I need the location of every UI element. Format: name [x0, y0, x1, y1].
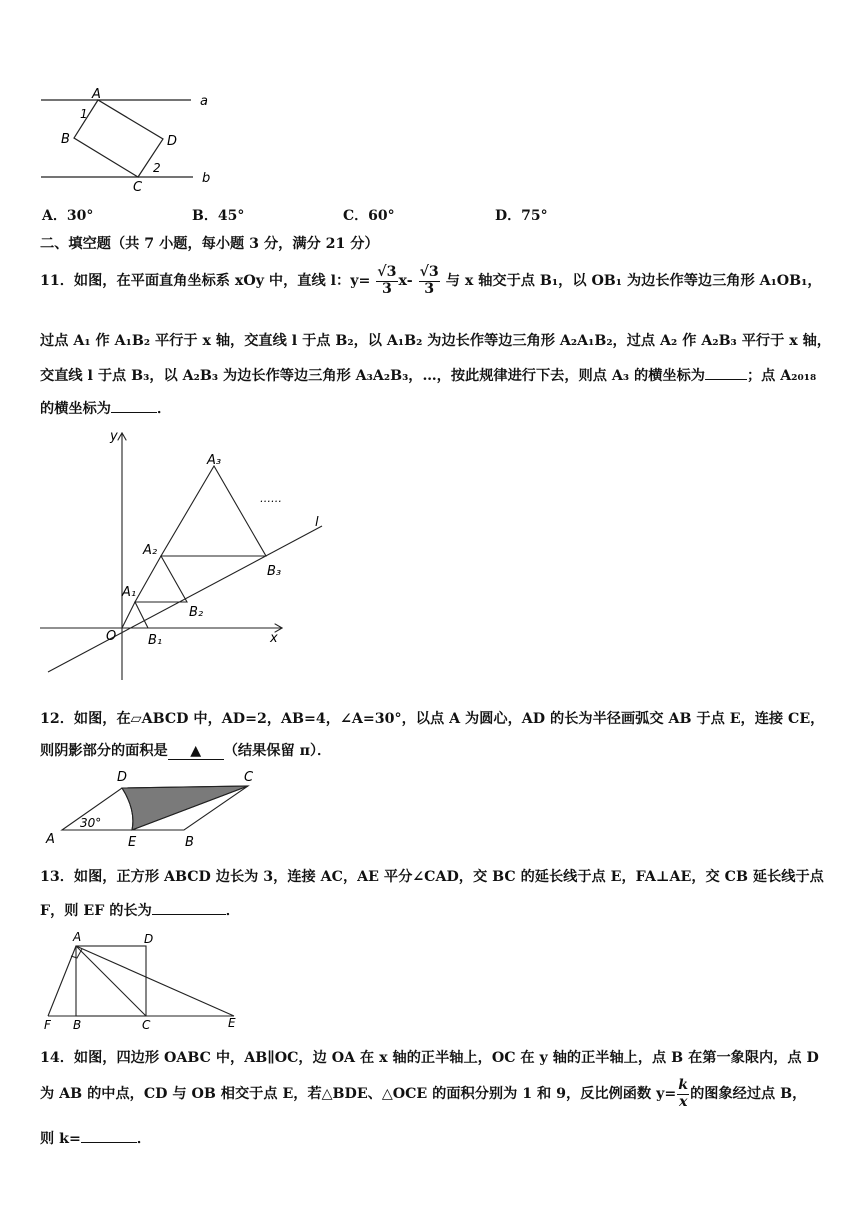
label-D: D — [167, 134, 178, 149]
label-A: A — [46, 832, 55, 847]
q11-x-minus: x- — [398, 273, 413, 290]
label-A3: A₃ — [207, 453, 222, 468]
fraction-denominator: 3 — [381, 280, 392, 297]
q13-line1: 13．如图，正方形 ABCD 边长为 3，连接 AC，AE 平分∠CAD，交 BC 的延长线于点 E，FA⊥AE，交 CB 延长线于点 — [40, 869, 824, 885]
fraction-k-over-x — [677, 1078, 689, 1110]
q12-line2-text: 则阴影部分的面积是 — [40, 743, 168, 759]
q13-line2-end: ． — [225, 903, 240, 919]
q11-line4 — [40, 398, 840, 418]
label-A: A — [92, 88, 101, 102]
answer-blank-q14[interactable] — [81, 1142, 137, 1143]
segment-ac — [76, 946, 146, 1016]
angle-label: 30° — [80, 816, 102, 830]
figure-q13 — [38, 928, 248, 1033]
q14-line2 — [40, 1078, 840, 1110]
q12-line2-end: （结果保留 π）． — [223, 743, 332, 759]
q11-line3 — [40, 365, 840, 385]
q14-line3-text: 则 k= — [40, 1131, 81, 1147]
answer-blank-q12[interactable] — [168, 743, 224, 760]
section-title: 二、填空题（共 7 小题，每小题 3 分，满分 21 分） — [40, 236, 379, 252]
fraction-numerator-b: √3 — [419, 264, 439, 280]
angle-1-label: 1 — [80, 107, 88, 121]
label-E: E — [228, 1016, 236, 1030]
q12-line1: 12．如图，在▱ABCD 中，AD=2，AB=4，∠A=30°，以点 A 为圆心，AD 的长为半径画弧交 AB 于点 E，连接 CE， — [40, 711, 825, 727]
q11-line4-text: 的横坐标为 — [40, 401, 111, 417]
label-l: l — [315, 515, 319, 530]
label-A: A — [73, 930, 82, 944]
label-C: C — [133, 180, 143, 193]
label-B: B — [185, 835, 194, 850]
q11-line3-text: 交直线 l 于点 B₃，以 A₂B₃ 为边长作等边三角形 A₃A₂B₃，…，按此规律进行下去，则点 A₃ 的横坐标为 — [40, 368, 705, 384]
fraction-sqrt3-over-3 — [376, 265, 397, 297]
label-C: C — [142, 1018, 151, 1032]
option-d: D．75° — [495, 208, 548, 224]
answer-blank-a3[interactable] — [705, 379, 747, 380]
label-A2: A₂ — [143, 543, 158, 558]
label-O: O — [106, 629, 117, 644]
q11-text-b: 与 x 轴交于点 B₁，以 OB₁ 为边长作等边三角形 A₁OB₁， — [445, 273, 822, 290]
q11-line3-end: ；点 A₂₀₁₈ — [746, 368, 817, 384]
fraction-denominator-b: 3 — [424, 280, 435, 297]
triangle-marker: ▲ — [190, 743, 202, 759]
label-B: B — [61, 132, 70, 147]
answer-blank-q13[interactable] — [152, 914, 226, 915]
label-E: E — [128, 835, 137, 850]
q14-line3-end: ． — [136, 1131, 152, 1147]
q14-line1: 14．如图，四边形 OABC 中，AB∥OC，边 OA 在 x 轴的正半轴上，OC 在 y 轴的正半轴上，点 B 在第一象限内，点 D — [40, 1050, 819, 1066]
label-D: D — [117, 770, 128, 785]
fraction-numerator: √3 — [377, 264, 397, 280]
q13-line2-text: F，则 EF 的长为 — [40, 903, 152, 919]
segment-ae — [76, 946, 234, 1016]
q11-text-a: 11．如图，在平面直角坐标系 xOy 中，直线 l：y= — [40, 273, 371, 290]
label-b: b — [202, 171, 211, 186]
fraction-k: k — [678, 1077, 689, 1093]
triangle-1 — [122, 602, 148, 628]
option-b: B．45° — [192, 208, 245, 224]
label-a: a — [200, 94, 208, 109]
label-A1: A₁ — [122, 585, 137, 600]
label-D: D — [144, 932, 154, 946]
label-C: C — [244, 770, 254, 785]
q14-line3 — [40, 1128, 840, 1148]
label-B3: B₃ — [267, 564, 282, 579]
fraction-x: x — [678, 1093, 688, 1110]
q14-line2-end: 的图象经过点 B， — [690, 1086, 807, 1103]
angle-2-label: 2 — [153, 161, 161, 175]
label-y: y — [110, 429, 118, 444]
label-F: F — [44, 1018, 51, 1032]
q11-line4-end: ． — [156, 401, 172, 417]
triangle-2 — [135, 556, 187, 602]
label-x: x — [270, 631, 278, 646]
figure-q12 — [40, 768, 270, 850]
q11-line1 — [40, 265, 840, 297]
ellipsis: …… — [260, 492, 282, 505]
label-B2: B₂ — [189, 605, 204, 620]
figure-q11 — [36, 428, 336, 688]
q12-line2 — [40, 740, 840, 760]
fraction-sqrt3-over-3-b — [419, 265, 440, 297]
q11-line2: 过点 A₁ 作 A₁B₂ 平行于 x 轴，交直线 l 于点 B₂，以 A₁B₂ 为边长作等边三角形 A₂A₁B₂，过点 A₂ 作 A₂B₃ 平行于 x 轴， — [40, 333, 831, 349]
label-B1: B₁ — [148, 633, 163, 648]
q14-line2-text: 为 AB 的中点，CD 与 OB 相交于点 E，若△BDE、△OCE 的面积分别为 1 和 9，反比例函数 y= — [40, 1086, 677, 1103]
option-a: A．30° — [42, 208, 94, 224]
option-c: C．60° — [343, 208, 395, 224]
label-B: B — [73, 1018, 82, 1032]
answer-blank-a2018[interactable] — [111, 412, 157, 413]
q13-line2 — [40, 900, 840, 920]
figure-q10 — [38, 88, 218, 193]
triangle-3 — [161, 466, 266, 556]
